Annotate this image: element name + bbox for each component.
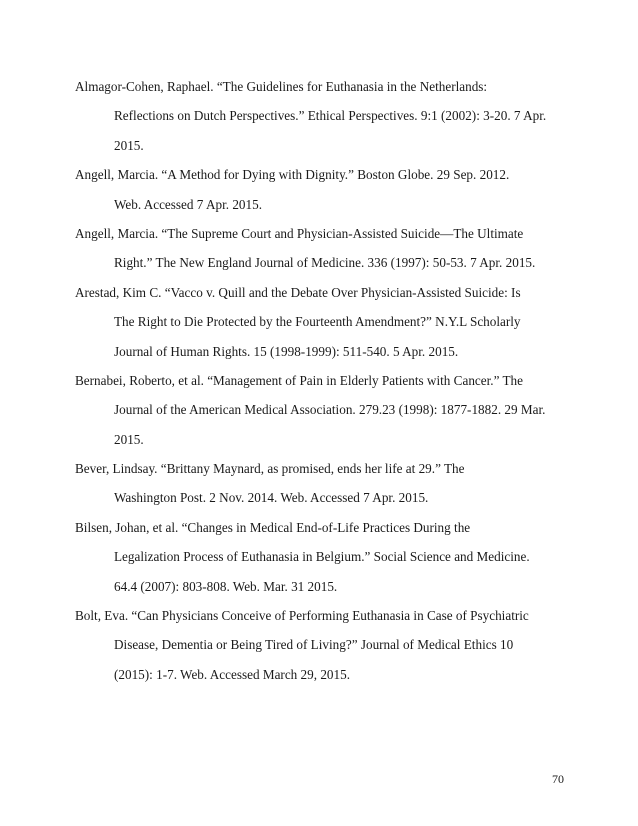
entry-line-continued: Journal of the American Medical Association. 279.23 (1998): 1877-1882. 29 Mar. [114, 402, 546, 418]
entry-line-continued: 2015. [114, 431, 144, 447]
page-number: 70 [552, 772, 564, 786]
entry-line-continued: Legalization Process of Euthanasia in Belgium.” Social Science and Medicine. [114, 549, 530, 565]
bib-entry [75, 513, 545, 601]
entry-line-continued: Washington Post. 2 Nov. 2014. Web. Accessed 7 Apr. 2015. [114, 490, 429, 506]
entry-line-continued: Web. Accessed 7 Apr. 2015. [114, 196, 263, 212]
entry-line-first: Angell, Marcia. “A Method for Dying with Dignity.” Boston Globe. 29 Sep. 2012. [75, 167, 510, 183]
bibliography-list [75, 72, 545, 689]
entry-line-first: Arestad, Kim C. “Vacco v. Quill and the Debate Over Physician-Assisted Suicide: Is [75, 284, 521, 300]
entry-line-first: Bernabei, Roberto, et al. “Management of Pain in Elderly Patients with Cancer.” The [75, 372, 524, 388]
entry-line-continued: Right.” The New England Journal of Medicine. 336 (1997): 50-53. 7 Apr. 2015. [114, 255, 536, 271]
bib-entry [75, 278, 545, 366]
entry-line-continued: 64.4 (2007): 803-808. Web. Mar. 31 2015. [114, 578, 338, 594]
entry-line-first: Bilsen, Johan, et al. “Changes in Medical End-of-Life Practices During the [75, 519, 471, 535]
entry-line-continued: The Right to Die Protected by the Fourteenth Amendment?” N.Y.L Scholarly [114, 314, 521, 330]
entry-line-continued: 2015. [114, 137, 144, 153]
bib-entry [75, 366, 545, 454]
entry-line-first: Bever, Lindsay. “Brittany Maynard, as promised, ends her life at 29.” The [75, 461, 465, 477]
bib-entry [75, 160, 545, 219]
entry-line-continued: Disease, Dementia or Being Tired of Living?” Journal of Medical Ethics 10 [114, 637, 514, 653]
entry-line-first: Angell, Marcia. “The Supreme Court and Physician-Assisted Suicide—The Ultimate [75, 225, 524, 241]
entry-line-continued: Reflections on Dutch Perspectives.” Ethical Perspectives. 9:1 (2002): 3-20. 7 Apr. [114, 108, 547, 124]
bib-entry [75, 219, 545, 278]
bib-entry [75, 601, 545, 689]
entry-line-first: Bolt, Eva. “Can Physicians Conceive of Performing Euthanasia in Case of Psychiatric [75, 608, 529, 624]
entry-line-continued: (2015): 1-7. Web. Accessed March 29, 2015. [114, 666, 351, 682]
entry-line-first: Almagor-Cohen, Raphael. “The Guidelines for Euthanasia in the Netherlands: [75, 79, 488, 94]
entry-line-continued: Journal of Human Rights. 15 (1998-1999): 511-540. 5 Apr. 2015. [114, 343, 459, 359]
bib-entry [75, 454, 545, 513]
bib-entry [75, 72, 545, 160]
